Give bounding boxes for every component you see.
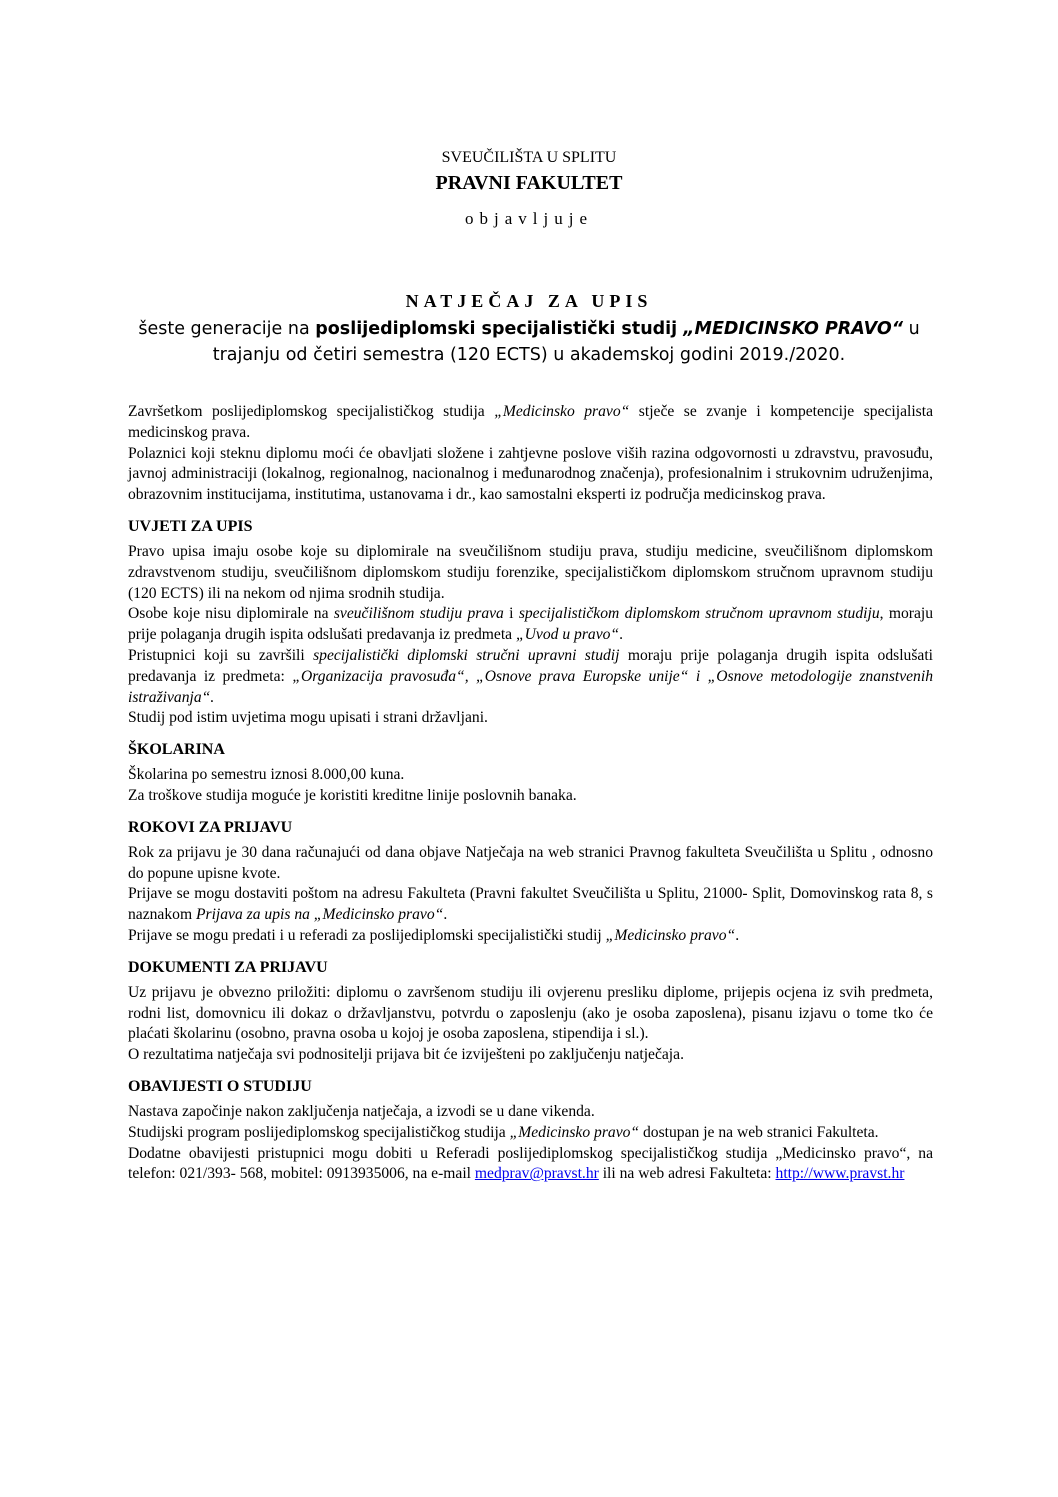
italic-text: Prijava za upis na „Medicinsko pravo“ <box>195 906 444 924</box>
italic-text: specijalističkom diplomskom stručnom upravnom studiju <box>518 605 880 623</box>
conditions-paragraph <box>128 604 933 646</box>
faculty-name: PRAVNI FAKULTET <box>435 172 623 194</box>
text: Završetkom poslijediplomskog specijalističkog studija <box>128 403 495 420</box>
italic-text: specijalistički diplomski stručni upravni studij <box>313 646 620 664</box>
header <box>0 146 1058 230</box>
subtitle-study-type: poslijediplomski specijalistički studij <box>315 319 684 339</box>
section-heading-info: OBAVIJESTI O STUDIJU <box>128 1077 312 1095</box>
email-link[interactable]: medprav@pravst.hr <box>474 1165 599 1183</box>
section-heading-conditions: UVJETI ZA UPIS <box>128 517 253 535</box>
info-paragraph <box>128 1144 933 1186</box>
info-paragraph <box>128 1123 933 1144</box>
italic-text: „Uvod u pravo“ <box>516 626 620 644</box>
text: ili na web adresi Fakulteta: <box>598 1165 776 1183</box>
text: dostupan je na web stranici Fakulteta. <box>639 1123 879 1141</box>
announces-text: objavljuje <box>465 209 593 228</box>
text: stječe se zvanje i kompetencije specijalista medicinskog prava. <box>128 403 933 441</box>
tuition-paragraph: Za troškove studija moguće je koristiti kreditne linije poslovnih banaka. <box>128 786 577 804</box>
deadlines-paragraph <box>128 884 933 926</box>
subtitle-duration: trajanju od četiri semestra (120 ECTS) u akademskoj godini 2019./2020. <box>212 345 846 365</box>
documents-paragraph: O rezultatima natječaja svi podnositelji prijava bit će izviješteni po zaključenju natječaja. <box>128 1046 684 1064</box>
text: . <box>619 626 624 644</box>
website-link[interactable]: http://www.pravst.hr <box>775 1165 905 1183</box>
italic-text: „Organizacija pravosuđa“, „Osnove prava Europske unije“ i „Osnove metodologije znanstvenih istraživanja“. <box>128 667 933 706</box>
text: Dodatne obavijesti pristupnici mogu dobiti u Referadi poslijediplomskog specijalističkog studija „Medicinsko pravo“, na telefon: 021/393- 568, mobitel: 0913935006, na e-mail <box>128 1144 933 1183</box>
title-block <box>0 288 1058 368</box>
section-heading-documents: DOKUMENTI ZA PRIJAVU <box>128 958 328 976</box>
text: i <box>503 605 519 623</box>
section-heading-deadlines: ROKOVI ZA PRIJAVU <box>128 818 293 836</box>
deadlines-paragraph: Rok za prijavu je 30 dana računajući od dana objave Natječaja na web stranici Pravnog fakulteta Sveučilišta u Splitu , odnosno do popune upisne kvote. <box>128 843 933 882</box>
text: , moraju prije polaganja drugih ispita odslušati predavanja iz predmeta <box>128 605 934 644</box>
documents-paragraph: Uz prijavu je obvezno priložiti: diplomu o završenom studiju ili ovjerenu presliku diplome, prijepis ocjena iz svih predmeta, rodni list, domovnicu ili dokaz o državljanstvu, potvrdu o zaposlenju (ako je osoba zaposlena), pisanu izjavu o tome tko će plaćati školarinu (osobno, pravna osoba u kojoj je osoba zaposlena, stipendija i sl.). <box>128 983 933 1043</box>
section-heading-tuition: ŠKOLARINA <box>128 741 225 759</box>
subtitle-study-name: „MEDICINSKO PRAVO“ <box>683 319 903 339</box>
text: . <box>443 906 448 924</box>
conditions-paragraph <box>128 646 933 708</box>
text: . <box>735 926 740 944</box>
conditions-paragraph: Pravo upisa imaju osobe koje su diplomirale na sveučilišnom studiju prava, studiju medicine, sveučilišnom diplomskom zdravstvenom studiju, sveučilišnom diplomskom studiju forenzike, specijalističkom diplomskom stručnom upravnom studiju (120 ECTS) ili na nekom od njima srodnih studija. <box>128 542 933 602</box>
text: moraju prije polaganja drugih ispita odslušati predavanja iz predmeta: <box>128 646 933 685</box>
italic-text: „Medicinsko pravo“ <box>509 1123 640 1141</box>
deadlines-paragraph <box>128 926 933 947</box>
subtitle-part: šeste generacije na <box>138 319 316 339</box>
document-body <box>128 402 933 1185</box>
info-paragraph: Nastava započinje nakon zaključenja natječaja, a izvodi se u dane vikenda. <box>128 1102 595 1120</box>
text: Studijski program poslijediplomskog specijalističkog studija <box>128 1123 510 1141</box>
text: Osobe koje nisu diplomirale na <box>128 605 334 623</box>
document-title: NATJEČAJ ZA UPIS <box>405 291 653 311</box>
text: Prijave se mogu dostaviti poštom na adresu Fakulteta (Pravni fakultet Sveučilišta u Splitu, 21000- Split, Domovinskog rata 8, s naznakom <box>128 885 933 924</box>
italic-text: sveučilišnom studiju prava <box>333 605 504 623</box>
italic-text: „Medicinsko pravo“ <box>605 926 736 944</box>
university-name: SVEUČILIŠTA U SPLITU <box>441 149 617 166</box>
tuition-paragraph: Školarina po semestru iznosi 8.000,00 kuna. <box>128 766 405 784</box>
text: Prijave se mogu predati i u referadi za poslijediplomski specijalistički studij <box>128 926 606 944</box>
text: Pristupnici koji su završili <box>128 646 314 664</box>
document-subtitle <box>114 316 944 368</box>
conditions-paragraph: Studij pod istim uvjetima mogu upisati i strani državljani. <box>128 709 488 727</box>
subtitle-part: u <box>903 319 920 339</box>
intro-paragraph <box>128 402 933 444</box>
intro-paragraph: Polaznici koji steknu diplomu moći će obavljati složene i zahtjevne poslove viših razina odgovornosti u zdravstvu, pravosuđu, javnoj administraciji (lokalnog, regionalnog, nacionalnog i međunarodnog značenja), profesionalnim i strukovnim udruženjima, obrazovnim institucijama, institutima, ustanovama i dr., kao samostalni eksperti iz područja medicinskog prava. <box>128 444 933 504</box>
study-name: „Medicinsko pravo“ <box>494 403 630 420</box>
